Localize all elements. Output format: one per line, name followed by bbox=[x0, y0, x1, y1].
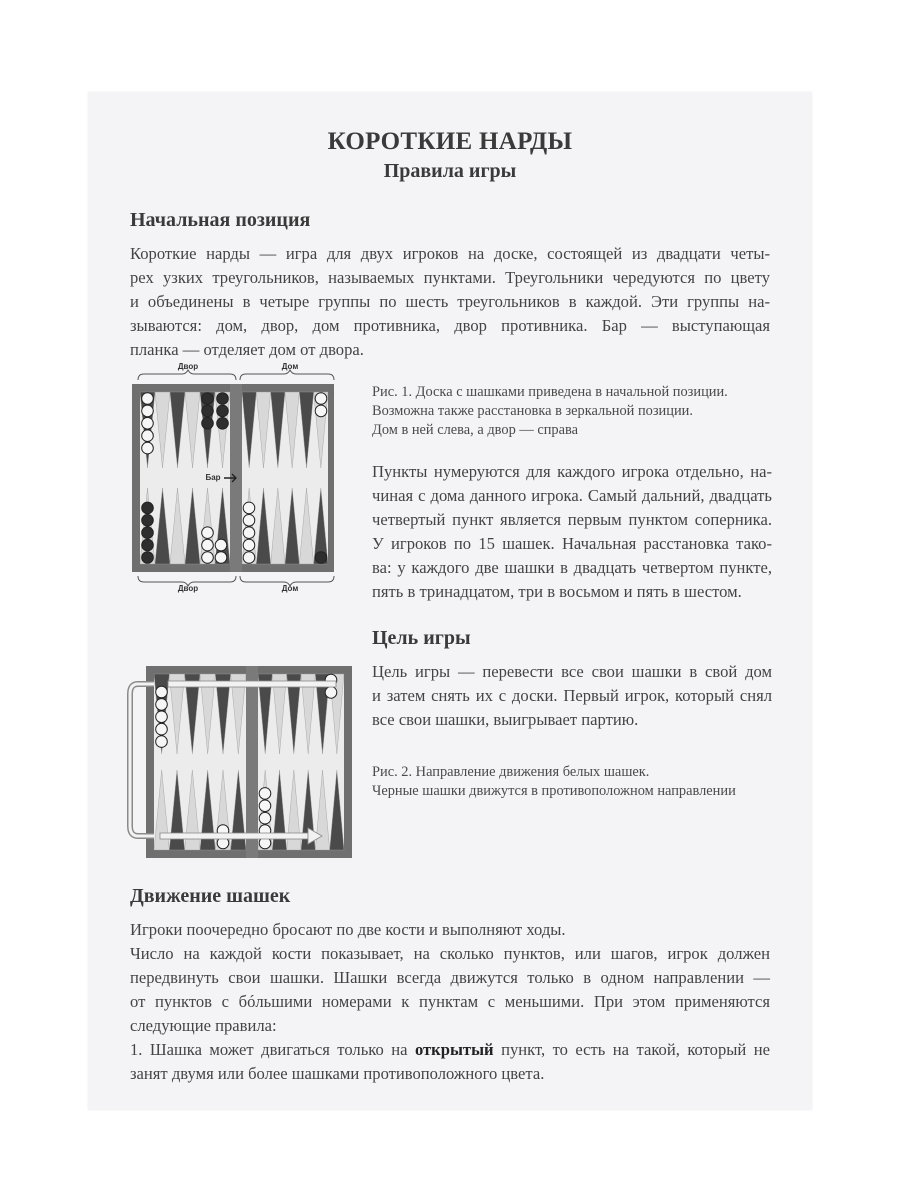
black-checker bbox=[217, 418, 229, 430]
figure-1-caption bbox=[372, 383, 772, 440]
text-line: четвертый пункт является первым пунктом соперника. bbox=[372, 510, 772, 529]
direction-arrow-bottom bbox=[160, 833, 308, 839]
text-line: Цель игры — перевести все свои шашки в свой дом bbox=[372, 662, 772, 681]
white-checker bbox=[325, 687, 337, 699]
white-checker bbox=[202, 527, 214, 539]
white-checker bbox=[142, 418, 154, 430]
caption-line: Дом в ней слева, а двор — справа bbox=[372, 422, 579, 438]
rule-1-suffix: пункт, то есть на такой, который не bbox=[493, 1040, 770, 1059]
white-checker bbox=[156, 736, 168, 748]
caption-line: Возможна также расстановка в зеркальной позиции. bbox=[372, 403, 693, 419]
label-yard-bottom: Двор bbox=[177, 584, 199, 593]
caption-line: Черные шашки движутся в противоположном направлении bbox=[372, 783, 736, 799]
rule-1-line bbox=[130, 1038, 770, 1062]
bracket-top-left bbox=[138, 370, 236, 380]
black-checker bbox=[202, 393, 214, 405]
text-line: чиная с дома данного игрока. Самый дальний, двадцать bbox=[372, 486, 772, 505]
page-subtitle: Правила игры bbox=[383, 160, 517, 182]
bracket-top-right bbox=[240, 370, 334, 380]
heading-start-position: Начальная позиция bbox=[130, 209, 311, 231]
paragraph-numbering bbox=[372, 460, 772, 604]
white-checker bbox=[156, 686, 168, 698]
white-checker bbox=[202, 552, 214, 564]
text-line: пять в тринадцатом, три в восьмом и пять в шестом. bbox=[372, 582, 742, 601]
white-checker bbox=[156, 723, 168, 735]
label-home-bottom: Дом bbox=[281, 584, 299, 593]
text-line: занят двумя или более шашками противоположного цвета. bbox=[130, 1064, 545, 1083]
label-home-top: Дом bbox=[281, 362, 299, 371]
white-checker bbox=[215, 552, 227, 564]
text-line: У игроков по 15 шашек. Начальная расстановка тако- bbox=[372, 534, 772, 553]
heading-goal: Цель игры bbox=[372, 627, 471, 649]
black-checker bbox=[142, 515, 154, 527]
figure-1-board bbox=[128, 362, 340, 596]
white-checker bbox=[142, 430, 154, 442]
text-line: передвинуть свои шашки. Шашки всегда движутся только в одном направлении — bbox=[130, 968, 770, 987]
white-checker bbox=[259, 788, 271, 800]
figure-2-caption bbox=[372, 763, 792, 801]
white-checker bbox=[315, 393, 327, 405]
text-line: Число на каждой кости показывает, на сколько пунктов, или шагов, игрок должен bbox=[130, 944, 770, 963]
text-line: Игроки поочередно бросают по две кости и выполняют ходы. bbox=[130, 920, 566, 939]
text-line: от пунктов с бóльшими номерами к пунктам с меньшими. При этом применяются bbox=[130, 992, 770, 1011]
caption-line: Рис. 2. Направление движения белых шашек. bbox=[372, 764, 650, 780]
white-checker bbox=[156, 699, 168, 711]
text-line: планка — отделяет дом от двора. bbox=[130, 340, 364, 359]
white-checker bbox=[243, 539, 255, 551]
text-line: следующие правила: bbox=[130, 1016, 277, 1035]
white-checker bbox=[259, 800, 271, 812]
rule-1-prefix: 1. Шашка может двигаться только на bbox=[130, 1040, 415, 1059]
text-line: и затем снять их с доски. Первый игрок, который снял bbox=[372, 686, 772, 705]
black-checker bbox=[142, 527, 154, 539]
text-line: Пункты нумеруются для каждого игрока отдельно, на- bbox=[372, 462, 772, 481]
white-checker bbox=[259, 812, 271, 824]
black-checker bbox=[142, 502, 154, 514]
caption-line: Рис. 1. Доска с шашками приведена в начальной позиции. bbox=[372, 384, 728, 400]
white-checker bbox=[202, 539, 214, 551]
white-checker bbox=[156, 711, 168, 723]
rule-1-emphasis: открытый bbox=[414, 1040, 494, 1059]
label-bar: Бар bbox=[202, 473, 224, 482]
black-checker bbox=[142, 552, 154, 564]
text-line: и объединены в четыре группы по шесть треугольников в каждой. Эти группы на- bbox=[130, 292, 770, 311]
text-line: зываются: дом, двор, дом противника, двор противника. Бар — выступающая bbox=[130, 316, 770, 335]
white-checker bbox=[142, 405, 154, 417]
movement-direction-diagram bbox=[124, 662, 356, 862]
white-checker bbox=[243, 552, 255, 564]
white-checker bbox=[243, 515, 255, 527]
white-checker bbox=[243, 527, 255, 539]
heading-movement: Движение шашек bbox=[130, 885, 291, 907]
text-line: Короткие нарды — игра для двух игроков на доске, состоящей из двадцати четы- bbox=[130, 244, 770, 263]
page-title: КОРОТКИЕ НАРДЫ bbox=[327, 128, 573, 155]
black-checker bbox=[202, 405, 214, 417]
text-line: ва: у каждого две шашки в двадцать четвертом пункте, bbox=[372, 558, 772, 577]
black-checker bbox=[142, 539, 154, 551]
black-checker bbox=[217, 393, 229, 405]
white-checker bbox=[243, 502, 255, 514]
black-checker bbox=[202, 418, 214, 430]
text-line: рех узких треугольников, называемых пунктами. Треугольники чередуются по цвету bbox=[130, 268, 770, 287]
figure-2-board bbox=[124, 662, 356, 862]
text-line: все свои шашки, выигрывает партию. bbox=[372, 710, 639, 729]
label-yard-top: Двор bbox=[177, 362, 199, 371]
white-checker bbox=[142, 442, 154, 454]
board-field-right bbox=[258, 674, 344, 850]
white-checker bbox=[142, 393, 154, 405]
backgammon-board-diagram bbox=[128, 362, 340, 596]
paragraph-goal bbox=[372, 660, 772, 732]
white-checker bbox=[215, 539, 227, 551]
board-bar bbox=[246, 666, 258, 858]
direction-arrow-top bbox=[168, 681, 336, 687]
board-field-right bbox=[242, 392, 328, 564]
white-checker bbox=[315, 405, 327, 417]
board-field-left bbox=[154, 674, 246, 850]
paragraph-movement bbox=[130, 918, 770, 1086]
black-checker bbox=[315, 552, 327, 564]
paragraph-start-position bbox=[130, 242, 770, 362]
black-checker bbox=[217, 405, 229, 417]
